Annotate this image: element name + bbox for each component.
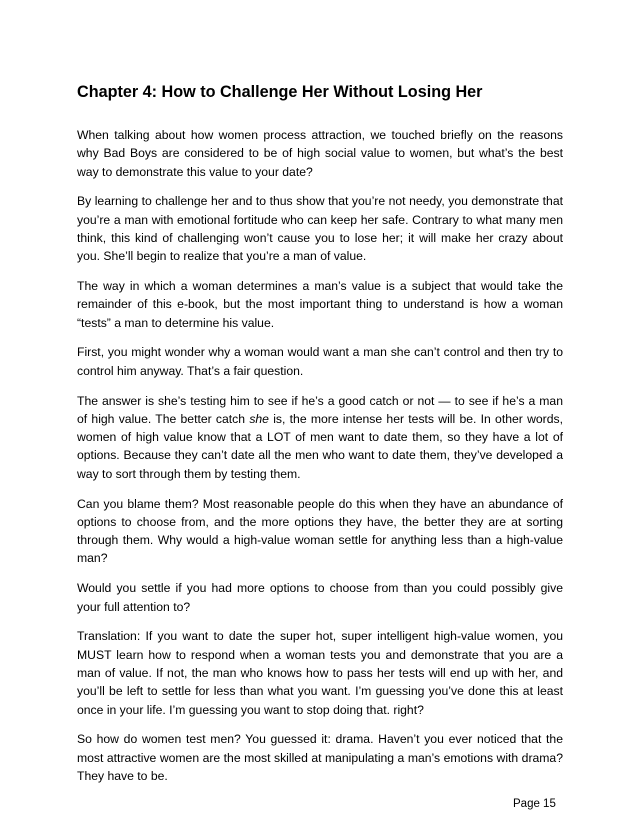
- chapter-title: Chapter 4: How to Challenge Her Without Losing Her: [77, 83, 483, 101]
- paragraph-5: [77, 392, 563, 483]
- paragraph-2: By learning to challenge her and to thus show that you’re not needy, you demonstrate that you’re a man with emotional fortitude who can keep her safe. Contrary to what many men think, this kind of challenging won’t cause you to lose her; it will make her crazy about you. She’ll begin to realize that you’re a man of value.: [77, 194, 563, 264]
- paragraph-9: So how do women test men? You guessed it: drama. Haven’t you ever noticed that the most attractive women are the most skilled at manipulating a man’s emotions with drama? They have to be.: [77, 732, 563, 783]
- paragraph-6: Can you blame them? Most reasonable people do this when they have an abundance of options to choose from, and the more options they have, the better they are at sorting through them. Why would a high-value woman settle for anything less than a high-value man?: [77, 496, 563, 566]
- paragraph-3: The way in which a woman determines a man’s value is a subject that would take the remainder of this e-book, but the most important thing to understand is how a woman “tests” a man to determine his value.: [77, 279, 563, 330]
- paragraph-5-before: The answer is she’s testing him to see if he’s a good catch or not — to see if he’s a man of high value. The better catch: [77, 393, 563, 426]
- page-number: Page 15: [513, 798, 556, 810]
- paragraph-5-after: is, the more intense her tests will be. In other words, women of high value know that a LOT of men want to date them, so they have a lot of options. Because they can’t date all the men who want to date them, they’ve developed a way to sort through them by testing them.: [77, 411, 563, 481]
- paragraph-7: Would you settle if you had more options to choose from than you could possibly give your full attention to?: [77, 581, 563, 614]
- paragraph-4: First, you might wonder why a woman would want a man she can’t control and then try to control him anyway. That’s a fair question.: [77, 345, 563, 378]
- body-text: [77, 126, 563, 797]
- paragraph-5-emphasis: she: [249, 411, 269, 426]
- paragraph-8: Translation: If you want to date the super hot, super intelligent high-value women, you MUST learn how to respond when a woman tests you and demonstrate that you are a man of value. If not, the man who knows how to pass her tests will end up with her, and you’ll be left to settle for less than what you want. I’m guessing you’ve done this at least once in your life. I’m guessing you want to stop doing that. right?: [77, 629, 563, 717]
- paragraph-1: When talking about how women process attraction, we touched briefly on the reasons why Bad Boys are considered to be of high social value to women, but what’s the best way to demonstrate this value to your date?: [77, 128, 563, 179]
